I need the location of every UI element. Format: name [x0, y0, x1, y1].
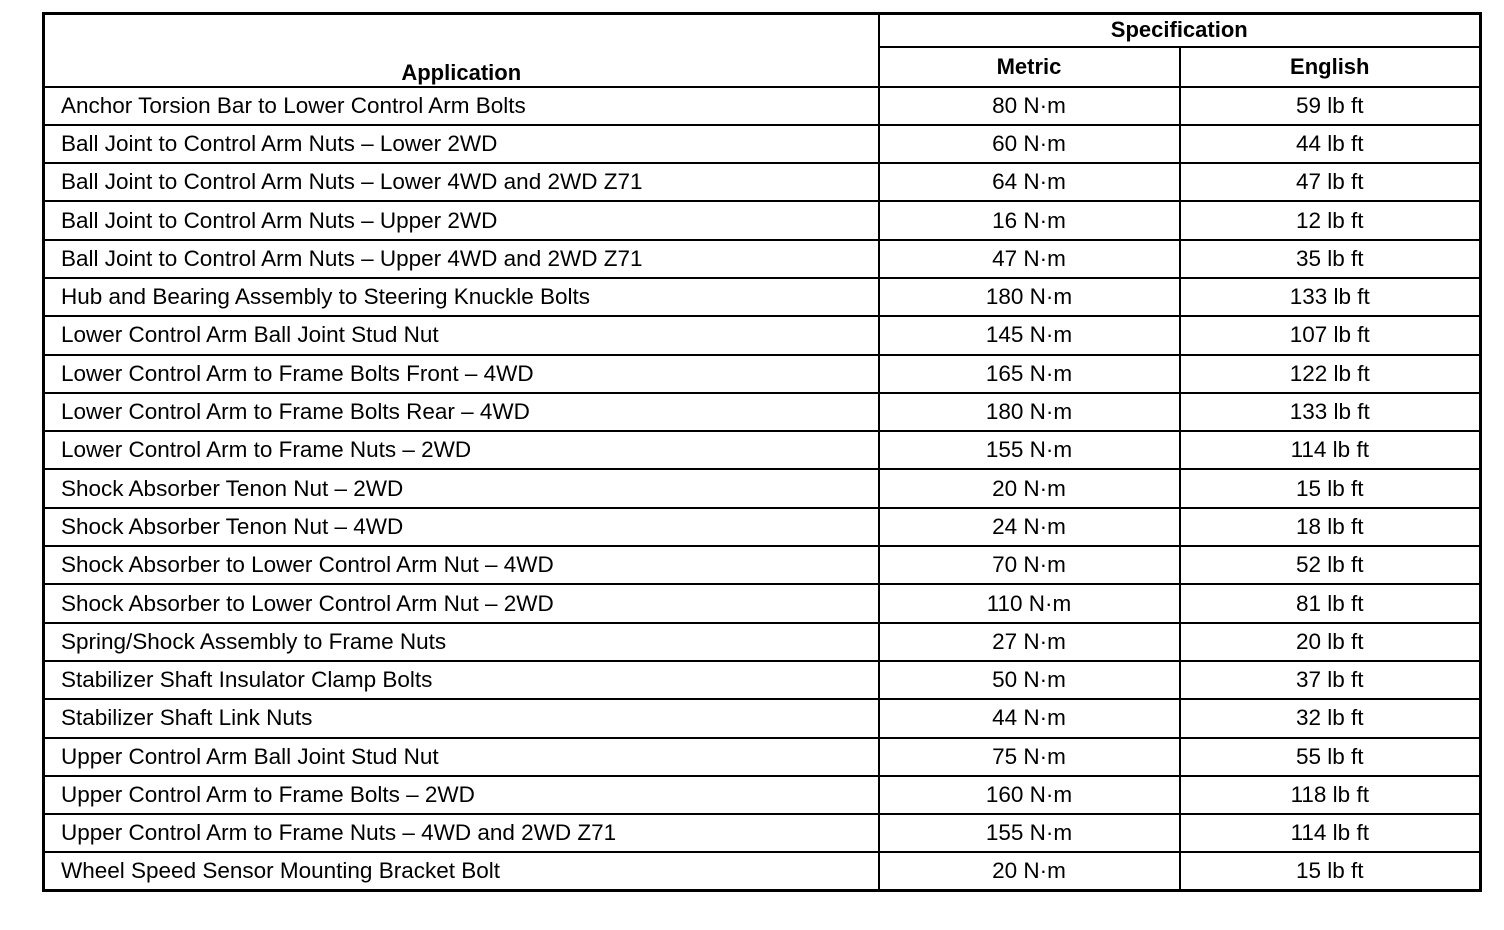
table-row: [44, 814, 1481, 852]
metric-cell: 20 N·m: [879, 852, 1180, 890]
english-cell: 118 lb ft: [1180, 776, 1481, 814]
application-cell: Shock Absorber to Lower Control Arm Nut – 4WD: [44, 546, 879, 584]
application-header: Application: [44, 14, 879, 87]
table-body: [44, 87, 1481, 891]
application-cell: Shock Absorber Tenon Nut – 2WD: [44, 469, 879, 507]
metric-cell: 70 N·m: [879, 546, 1180, 584]
metric-cell: 110 N·m: [879, 584, 1180, 622]
metric-cell: 80 N·m: [879, 87, 1180, 125]
english-header: English: [1180, 47, 1481, 87]
english-cell: 47 lb ft: [1180, 163, 1481, 201]
table-row: [44, 316, 1481, 354]
application-cell: Lower Control Arm to Frame Bolts Rear – 4WD: [44, 393, 879, 431]
english-cell: 12 lb ft: [1180, 201, 1481, 239]
english-cell: 37 lb ft: [1180, 661, 1481, 699]
application-cell: Ball Joint to Control Arm Nuts – Upper 2WD: [44, 201, 879, 239]
header-row-top: [44, 14, 1481, 47]
table-row: [44, 776, 1481, 814]
english-cell: 35 lb ft: [1180, 240, 1481, 278]
english-cell: 44 lb ft: [1180, 125, 1481, 163]
english-cell: 20 lb ft: [1180, 623, 1481, 661]
application-cell: Wheel Speed Sensor Mounting Bracket Bolt: [44, 852, 879, 890]
english-cell: 107 lb ft: [1180, 316, 1481, 354]
table-row: [44, 699, 1481, 737]
metric-cell: 180 N·m: [879, 278, 1180, 316]
table-row: [44, 738, 1481, 776]
table-row: [44, 508, 1481, 546]
application-cell: Lower Control Arm to Frame Nuts – 2WD: [44, 431, 879, 469]
application-cell: Shock Absorber Tenon Nut – 4WD: [44, 508, 879, 546]
application-cell: Stabilizer Shaft Link Nuts: [44, 699, 879, 737]
metric-cell: 24 N·m: [879, 508, 1180, 546]
metric-cell: 75 N·m: [879, 738, 1180, 776]
table-row: [44, 546, 1481, 584]
english-cell: 52 lb ft: [1180, 546, 1481, 584]
metric-cell: 16 N·m: [879, 201, 1180, 239]
metric-cell: 60 N·m: [879, 125, 1180, 163]
english-cell: 133 lb ft: [1180, 393, 1481, 431]
english-cell: 81 lb ft: [1180, 584, 1481, 622]
application-cell: Ball Joint to Control Arm Nuts – Lower 2WD: [44, 125, 879, 163]
table-header: [44, 14, 1481, 87]
metric-cell: 47 N·m: [879, 240, 1180, 278]
table-row: [44, 355, 1481, 393]
specification-header: Specification: [879, 14, 1481, 47]
english-cell: 15 lb ft: [1180, 852, 1481, 890]
application-cell: Shock Absorber to Lower Control Arm Nut – 2WD: [44, 584, 879, 622]
application-cell: Stabilizer Shaft Insulator Clamp Bolts: [44, 661, 879, 699]
table-row: [44, 852, 1481, 890]
english-cell: 133 lb ft: [1180, 278, 1481, 316]
application-cell: Lower Control Arm to Frame Bolts Front – 4WD: [44, 355, 879, 393]
metric-cell: 180 N·m: [879, 393, 1180, 431]
application-cell: Hub and Bearing Assembly to Steering Knuckle Bolts: [44, 278, 879, 316]
english-cell: 32 lb ft: [1180, 699, 1481, 737]
metric-cell: 50 N·m: [879, 661, 1180, 699]
metric-cell: 165 N·m: [879, 355, 1180, 393]
application-cell: Anchor Torsion Bar to Lower Control Arm Bolts: [44, 87, 879, 125]
english-cell: 122 lb ft: [1180, 355, 1481, 393]
table-row: [44, 661, 1481, 699]
english-cell: 59 lb ft: [1180, 87, 1481, 125]
table-row: [44, 623, 1481, 661]
metric-cell: 64 N·m: [879, 163, 1180, 201]
table-row: [44, 87, 1481, 125]
metric-cell: 155 N·m: [879, 814, 1180, 852]
metric-cell: 20 N·m: [879, 469, 1180, 507]
table-row: [44, 201, 1481, 239]
application-cell: Upper Control Arm to Frame Bolts – 2WD: [44, 776, 879, 814]
metric-cell: 44 N·m: [879, 699, 1180, 737]
table-row: [44, 125, 1481, 163]
torque-spec-table: [42, 12, 1482, 892]
english-cell: 55 lb ft: [1180, 738, 1481, 776]
english-cell: 15 lb ft: [1180, 469, 1481, 507]
english-cell: 114 lb ft: [1180, 814, 1481, 852]
application-cell: Upper Control Arm to Frame Nuts – 4WD and 2WD Z71: [44, 814, 879, 852]
table-row: [44, 278, 1481, 316]
metric-cell: 27 N·m: [879, 623, 1180, 661]
english-cell: 18 lb ft: [1180, 508, 1481, 546]
table-row: [44, 393, 1481, 431]
table-row: [44, 469, 1481, 507]
english-cell: 114 lb ft: [1180, 431, 1481, 469]
application-cell: Upper Control Arm Ball Joint Stud Nut: [44, 738, 879, 776]
application-cell: Ball Joint to Control Arm Nuts – Lower 4WD and 2WD Z71: [44, 163, 879, 201]
application-cell: Ball Joint to Control Arm Nuts – Upper 4WD and 2WD Z71: [44, 240, 879, 278]
table-row: [44, 584, 1481, 622]
application-cell: Spring/Shock Assembly to Frame Nuts: [44, 623, 879, 661]
metric-cell: 145 N·m: [879, 316, 1180, 354]
metric-cell: 155 N·m: [879, 431, 1180, 469]
table-row: [44, 240, 1481, 278]
application-cell: Lower Control Arm Ball Joint Stud Nut: [44, 316, 879, 354]
metric-header: Metric: [879, 47, 1180, 87]
table-row: [44, 163, 1481, 201]
metric-cell: 160 N·m: [879, 776, 1180, 814]
table-row: [44, 431, 1481, 469]
